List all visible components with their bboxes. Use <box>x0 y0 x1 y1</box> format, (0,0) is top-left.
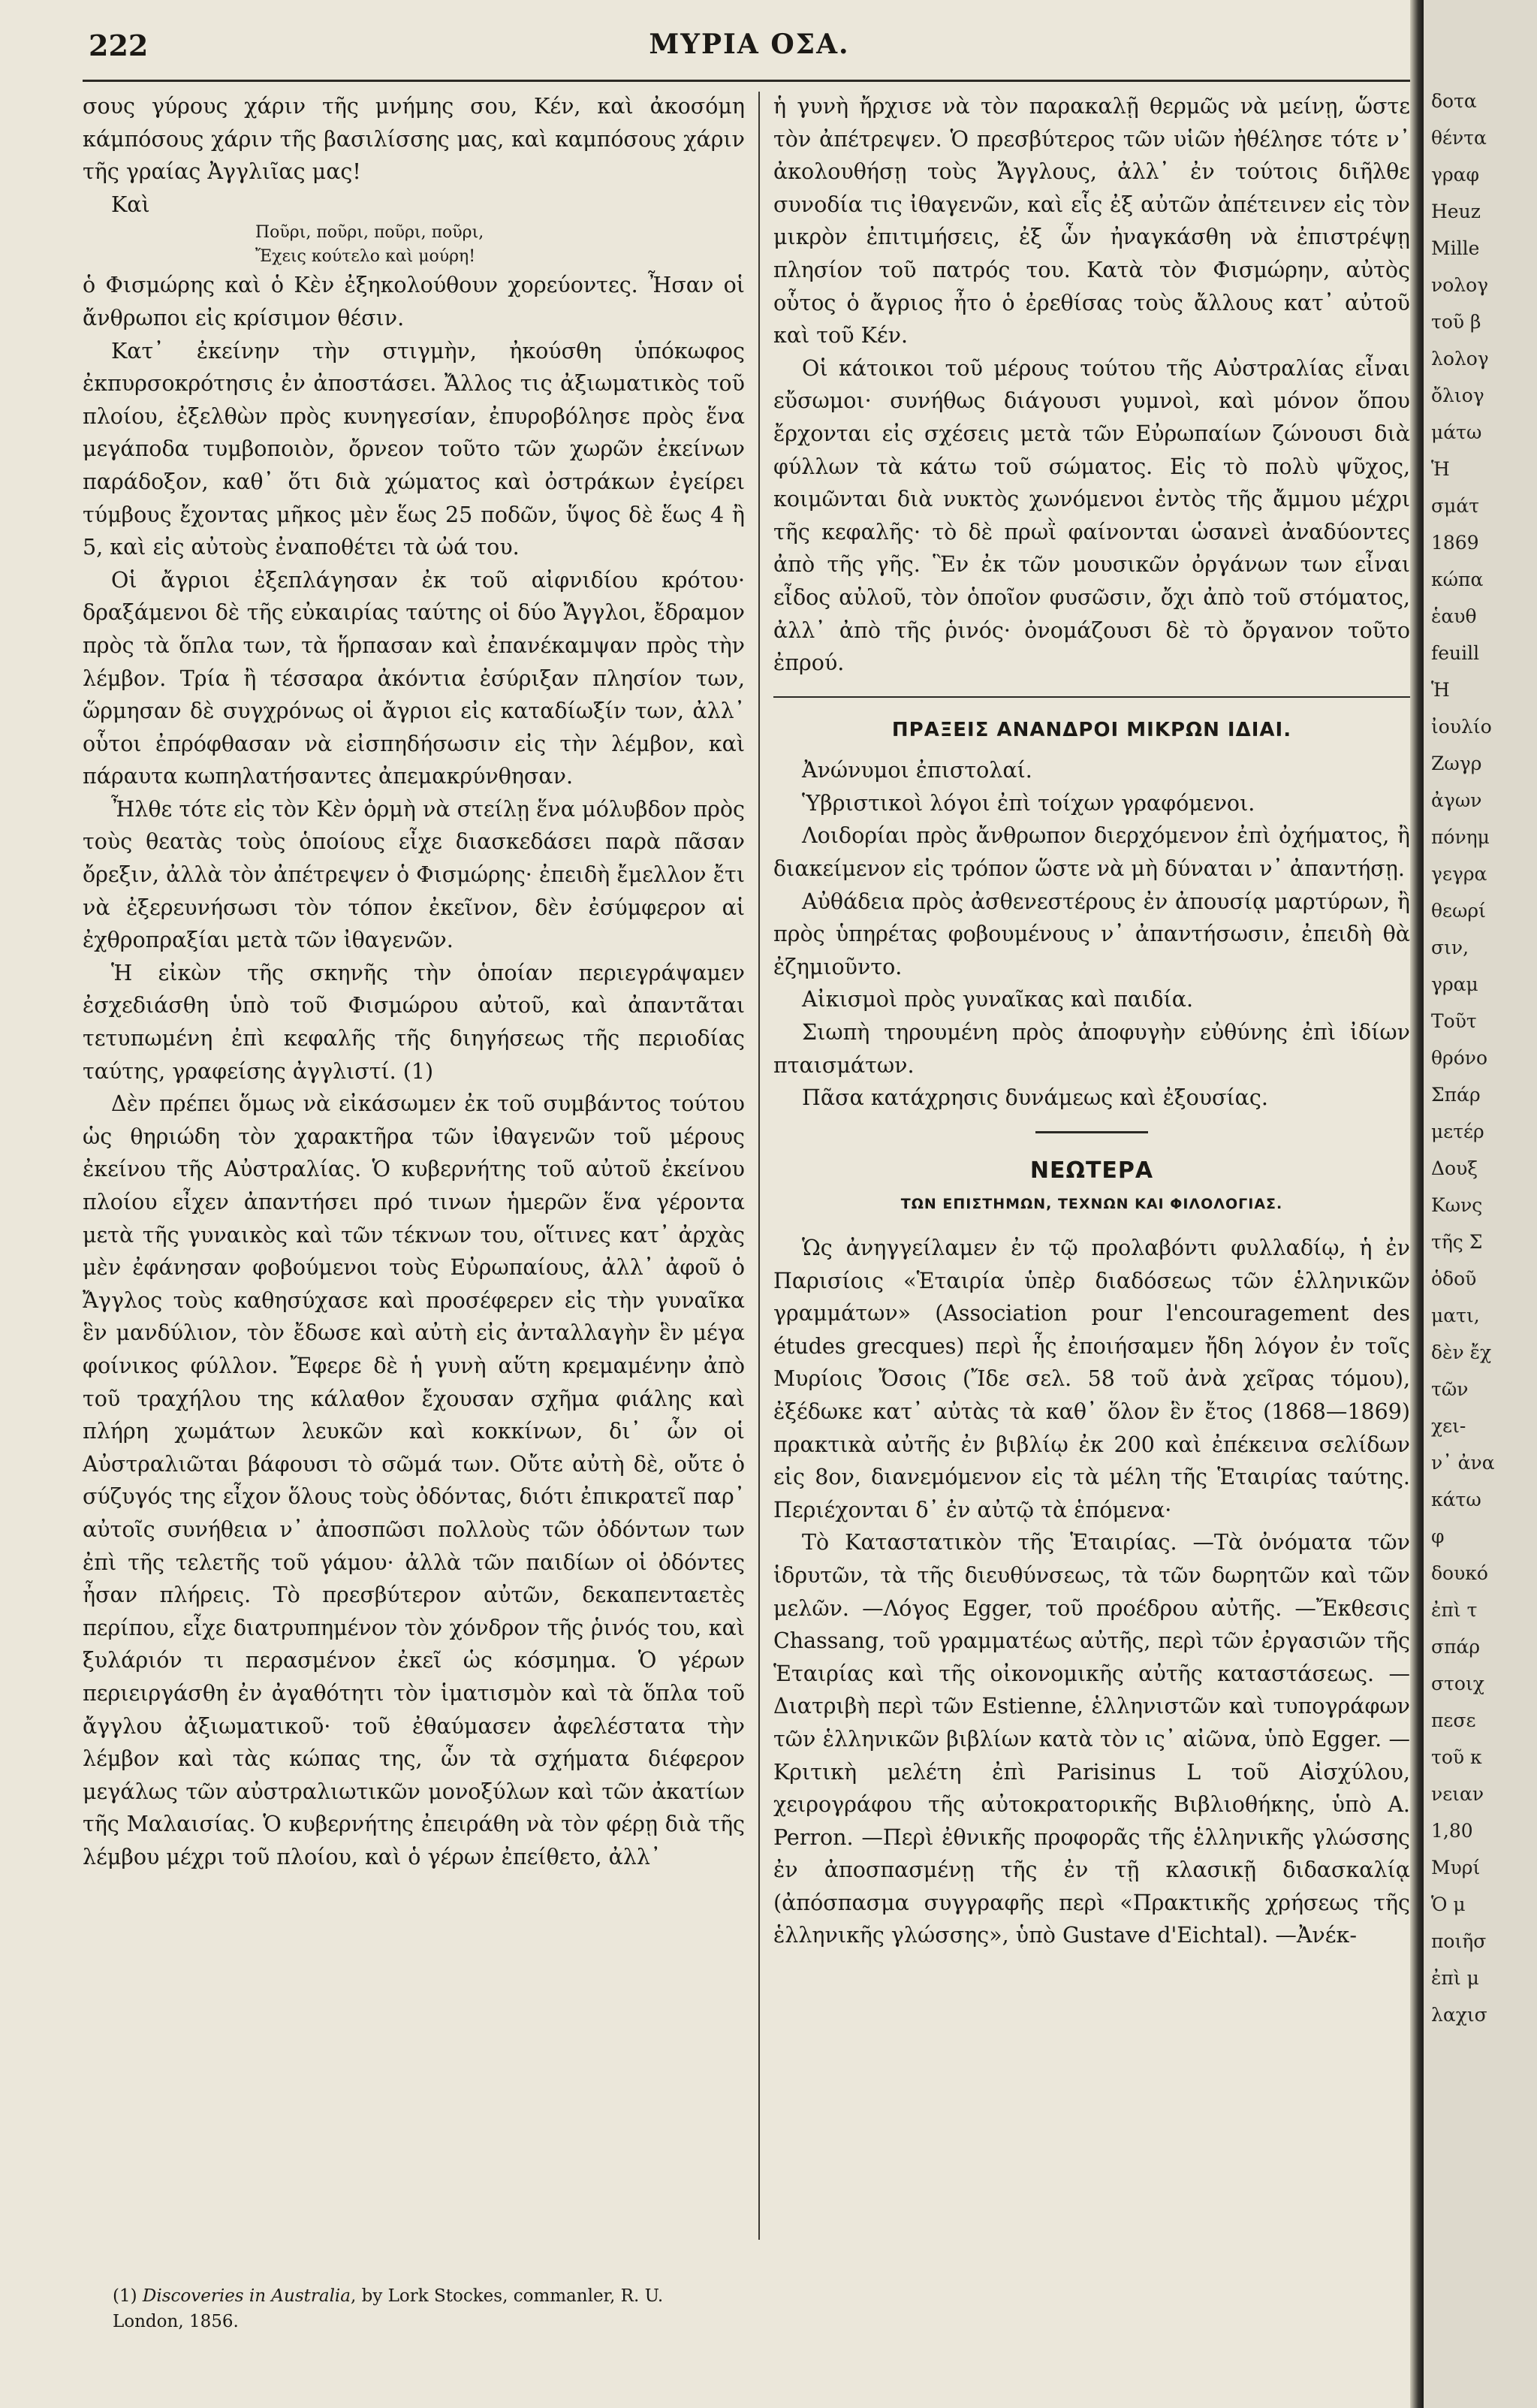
section-subtitle: ΤΩΝ ΕΠΙΣΤΗΜΩΝ, ΤΕΧΝΩΝ ΚΑΙ ΦΙΛΟΛΟΓΙΑΣ. <box>900 1196 1283 1213</box>
paragraph: Ἡ εἰκὼν τῆς σκηνῆς τὴν ὁποίαν περιεγράψαμεν ἐσχεδιάσθη ὑπὸ τοῦ Φισμώρου αὐτοῦ, καὶ ἀπαντᾶται τετυπωμένη ἐπὶ κεφαλῆς τῆς διηγήσεως τῆς περιοδίας ταύτης, γραφείσης ἀγγλιστί. (1) <box>83 960 745 1084</box>
adjacent-page-fragment: λαχισ <box>1431 2004 1487 2026</box>
list-item: Πᾶσα κατάχρησις δυνάμεως καὶ ἐξουσίας. <box>802 1085 1268 1111</box>
adjacent-page-fragment: κάτω <box>1431 1489 1481 1510</box>
adjacent-page-fragment: στοιχ <box>1431 1673 1484 1694</box>
adjacent-page-fragment: κώπα <box>1431 569 1484 590</box>
column-divider <box>758 92 760 2240</box>
verse-line: Ἔχεις κούτελο καὶ μούρη! <box>255 247 476 267</box>
adjacent-page-fragment: τοῦ β <box>1431 311 1481 333</box>
adjacent-page-fragment: γραφ <box>1431 164 1480 186</box>
adjacent-page-fragment: σμάτ <box>1431 495 1480 517</box>
paragraph: ὁ Φισμώρης καὶ ὁ Κὲν ἐξηκολούθουν χορεύοντες. Ἦσαν οἱ ἄνθρωποι εἰς κρίσιμον θέσιν. <box>83 273 745 330</box>
adjacent-page-fragment: σπάρ <box>1431 1636 1481 1658</box>
adjacent-page-fragment: σιν, <box>1431 937 1469 958</box>
adjacent-page-fragment: Μυρί <box>1431 1857 1481 1878</box>
adjacent-page-fragment: ἑαυθ <box>1431 605 1477 627</box>
list-item: Λοιδορίαι πρὸς ἄνθρωπον διερχόμενον ἐπὶ ὀχήματος, ἢ διακείμενον εἰς τρόπον ὥστε νὰ μὴ δύναται ν᾽ ἀπαντήσῃ. <box>773 823 1410 882</box>
left-column <box>83 90 745 1873</box>
paragraph: Ἦλθε τότε εἰς τὸν Κὲν ὁρμὴ νὰ στείλῃ ἕνα μόλυβδον πρὸς τοὺς θεατὰς τοὺς ὁποίους εἶχε διασκεδάσει παρὰ πᾶσαν ὄρεξιν, ἀλλὰ τὸν ἀπέτρεψεν ὁ Φισμώρης· ἐπειδὴ ἔμελλον ἔτι νὰ ἐξερευνήσωσι τὸν τόπον ἐκεῖνον, δὲν ἐσύμφερον αἱ ἐχθροπραξίαι μετὰ τῶν ἰθαγενῶν. <box>83 796 745 953</box>
adjacent-page-fragment: θέντα <box>1431 127 1487 149</box>
adjacent-page-fragment: feuill <box>1431 642 1480 664</box>
section-rule <box>773 696 1410 698</box>
list-item: Αὐθάδεια πρὸς ἀσθενεστέρους ἐν ἀπουσίᾳ μαρτύρων, ἢ πρὸς ὑπηρέτας φοβουμένους ν᾽ ἀπαντήσωσιν, ἐπειδὴ θὰ ἐζημιοῦντο. <box>773 889 1410 979</box>
adjacent-page-fragment: Ζωγρ <box>1431 753 1482 774</box>
list-item: Αἰκισμοὶ πρὸς γυναῖκας καὶ παιδία. <box>802 987 1194 1012</box>
paragraph: Οἱ ἄγριοι ἐξεπλάγησαν ἐκ τοῦ αἰφνιδίου κρότου· δραξάμενοι δὲ τῆς εὐκαιρίας ταύτης οἱ δύο Ἄγγλοι, ἔδραμον πρὸς τὰ ὅπλα των, τὰ ἥρπασαν καὶ ἐπανέκαμψαν πρὸς τὴν λέμβον. Τρία ἢ τέσσαρα ἀκόντια ἐσύριξαν πλησίον των, ὥρμησαν δὲ συγχρόνως οἱ ἄγριοι εἰς καταδίωξίν των, ἀλλ᾽ οὗτοι ἐπρόφθασαν νὰ εἰσπηδήσωσιν εἰς τὴν λέμβον, καὶ πάραυτα κωπηλατήσαντες ἀπεμακρύνθησαν. <box>83 567 745 789</box>
footnote-marker: (1) <box>113 2286 137 2306</box>
adjacent-page-fragment: θρόνο <box>1431 1047 1488 1069</box>
page-number: 222 <box>89 29 149 62</box>
adjacent-page-fragment: ἐπὶ τ <box>1431 1599 1478 1621</box>
list-item: Ἀνώνυμοι ἐπιστολαί. <box>802 758 1032 783</box>
adjacent-page-fragment: μάτω <box>1431 421 1482 443</box>
adjacent-page-fragment: 1869 <box>1431 532 1479 554</box>
adjacent-page-fragment: μετέρ <box>1431 1121 1484 1142</box>
page-header <box>89 29 1410 71</box>
adjacent-page-fragment: τῶν <box>1431 1378 1469 1400</box>
footnote <box>113 2283 728 2334</box>
adjacent-page-fragment: Ὁ μ <box>1431 1894 1466 1915</box>
adjacent-page-fragment: Ἡ <box>1431 679 1450 701</box>
adjacent-page-edge <box>1424 0 1537 2408</box>
section-title: ΠΡΑΞΕΙΣ ΑΝΑΝΔΡΟΙ ΜΙΚΡΩΝ ΙΔΙΑΙ. <box>891 718 1292 741</box>
adjacent-page-fragment: τοῦ κ <box>1431 1746 1482 1768</box>
adjacent-page-fragment: ν᾽ ἀνα <box>1431 1452 1495 1474</box>
footnote-text: , by Lork Stockes, commanler, R. U. London, 1856. <box>113 2286 664 2331</box>
paragraph-kai: Καὶ <box>111 192 150 217</box>
adjacent-page-fragment: πεσε <box>1431 1709 1476 1731</box>
adjacent-page-fragment: γραμ <box>1431 973 1478 995</box>
adjacent-page-fragment: θεωρί <box>1431 900 1486 922</box>
list-item: Ὑβριστικοὶ λόγοι ἐπὶ τοίχων γραφόμενοι. <box>802 790 1255 816</box>
adjacent-page-fragment: νολογ <box>1431 274 1489 296</box>
adjacent-page-fragment: γεγρα <box>1431 863 1487 885</box>
paragraph: Δὲν πρέπει ὅμως νὰ εἰκάσωμεν ἐκ τοῦ συμβάντος τούτου ὡς θηριώδη τὸν χαρακτῆρα τῶν ἰθαγενῶν τοῦ μέρους ἐκείνου τῆς Αὐστραλίας. Ὁ κυβερνήτης τοῦ αὐτοῦ ἐκείνου πλοίου εἶχεν ἀπαντήσει πρό τινων ἡμερῶν ἕνα γέροντα μετὰ τῆς γυναικὸς καὶ τῶν τέκνων του, οἵτινες κατ᾽ ἀρχὰς μὲν ἐφάνησαν φοβούμενοι τοὺς Εὐρωπαίους, ἀλλ᾽ ἀφοῦ ὁ Ἄγγλος τοὺς καθησύχασε καὶ προσέφερεν εἰς τὴν γυναῖκα ἓν μανδύλιον, τὸν ἔδωσε καὶ αὐτὴ εἰς ἀνταλλαγὴν ἓν μέγα φοίνικος φύλλον. Ἔφερε δὲ ἡ γυνὴ αὕτη κρεμαμένην ἀπὸ τοῦ τραχήλου της κάλαθον ἔχουσαν σχῆμα φιάλης καὶ πλήρη χωμάτων λευκῶν καὶ κοκκίνων, δι᾽ ὧν οἱ Αὐστραλιῶται βάφουσι τὸ σῶμά των. Οὔτε αὐτὴ δὲ, οὔτε ὁ σύζυγός της εἶχον ὅλους τοὺς ὀδόντας, διότι ἐπικρατεῖ παρ᾽ αὐτοῖς συνήθεια ν᾽ ἀποσπῶσι πολλοὺς τῶν ὀδόντων των ἐπὶ τῆς τελετῆς τοῦ γάμου· ἀλλὰ τῶν παιδίων οἱ ὀδόντες ἦσαν πλήρεις. Τὸ πρεσβύτερον αὐτῶν, δεκαπενταετὲς περίπου, εἶχε διατρυπημένον τὸν χόνδρον τῆς ῥινός του, καὶ ξυλάριόν τι περασμένον ἐκεῖ ὡς κόσμημα. Ὁ γέρων περιειργάσθη ἐν ἀγαθότητι τὸν ἱματισμὸν καὶ τὰ ὅπλα τοῦ ἄγγλου ἀξιωματικοῦ· τοῦ ἐθαύμασεν ἀφελέστατα τὴν λέμβον καὶ τὰς κώπας της, ὧν τὰ σχήματα διέφερον μεγάλως τῶν αὐστραλιωτικῶν μονοξύλων καὶ τῶν ἀκατίων τῆς Μαλαισίας. Ὁ κυβερνήτης ἐπειράθη νὰ τὸν φέρῃ διὰ τῆς λέμβου μέχρι τοῦ πλοίου, καὶ ὁ γέρων ἐπείθετο, ἀλλ᾽ <box>83 1091 745 1869</box>
adjacent-page-fragment: δοτα <box>1431 90 1477 112</box>
paragraph: σους γύρους χάριν τῆς μνήμης σου, Κέν, καὶ ἀκοσόμη κάμπόσους χάριν τῆς βασιλίσσης μας, καὶ καμπόσους χάριν τῆς γραίας Ἀγγλιῖας μας! <box>83 94 745 185</box>
paragraph: ἡ γυνὴ ἤρχισε νὰ τὸν παρακαλῇ θερμῶς νὰ μείνῃ, ὥστε τὸν ἀπέτρεψεν. Ὁ πρεσβύτερος τῶν υἱῶν ἠθέλησε τότε ν᾽ ἀκολουθήσῃ τοὺς Ἄγγλους, ἀλλ᾽ ἐν τούτοις διῆλθε συνοδία τις ἰθαγενῶν, καὶ εἷς ἐξ αὐτῶν ἀπέτεινεν εἰς τὸν μικρὸν ἐπιτιμήσεις, ἐξ ὧν ἠναγκάσθη νὰ ἐπιστρέψῃ πλησίον τοῦ πατρός του. Κατὰ τὸν Φισμώρην, αὐτὸς οὗτος ὁ ἄγριος ἦτο ὁ ἐρεθίσας τοὺς ἄλλους κατ᾽ αὐτοῦ καὶ τοῦ Κέν. <box>773 94 1410 349</box>
adjacent-page-fragment: τῆς Σ <box>1431 1231 1483 1253</box>
adjacent-page-fragment: Ἡ <box>1431 458 1450 480</box>
adjacent-page-fragment: ὄλιογ <box>1431 385 1484 406</box>
verse-line: Ποῦρι, ποῦρι, ποῦρι, ποῦρι, <box>255 223 484 243</box>
right-column <box>773 90 1410 1952</box>
adjacent-page-fragment: χει- <box>1431 1415 1466 1437</box>
list-item: Σιωπὴ τηρουμένη πρὸς ἀποφυγὴν εὐθύνης ἐπὶ ἰδίων πταισμάτων. <box>773 1020 1410 1078</box>
adjacent-page-fragment: Τοῦτ <box>1431 1010 1477 1032</box>
paragraph: Ὡς ἀνηγγείλαμεν ἐν τῷ προλαβόντι φυλλαδίῳ, ἡ ἐν Παρισίοις «Ἑταιρία ὑπὲρ διαδόσεως τῶν ἑλληνικῶν γραμμάτων» (Association pour l'encouragement des études grecques) περὶ ἧς ἐποιήσαμεν ἤδη λόγον ἐν τοῖς Μυρίοις Ὄσοις (Ἴδε σελ. 58 τοῦ ἀνὰ χεῖρας τόμου), ἐξέδωκε κατ᾽ αὐτὰς τὰ καθ᾽ ὅλον ἓν ἔτος (1868—1869) πρακτικὰ αὐτῆς ἐν βιβλίῳ ἐκ 200 καὶ ἐπέκεινα σελίδων εἰς 8ον, διανεμόμενον εἰς τὰ μέλη τῆς Ἑταιρίας ταύτης. Περιέχονται δ᾽ ἐν αὐτῷ τὰ ἑπόμενα· <box>773 1236 1410 1522</box>
paragraph: Τὸ Καταστατικὸν τῆς Ἑταιρίας. —Τὰ ὀνόματα τῶν ἱδρυτῶν, τὰ τῆς διευθύνσεως, τὰ τῶν δωρητῶν καὶ τῶν μελῶν. —Λόγος Egger, τοῦ προέδρου αὐτῆς. —Ἔκθεσις Chassang, τοῦ γραμματέως αὐτῆς, περὶ τῶν ἐργασιῶν τῆς Ἑταιρίας καὶ τῆς οἰκονομικῆς αὐτῆς καταστάσεως. — Διατριβὴ περὶ τῶν Estienne, ἑλληνιστῶν καὶ τυπογράφων τῶν ἑλληνικῶν βιβλίων κατὰ τὸν ις᾽ αἰῶνα, ὑπὸ Egger. —Κριτικὴ μελέτη ἐπὶ Parisinus L τοῦ Αἰσχύλου, χειρογράφου τῆς αὐτοκρατορικῆς Βιβλιοθήκης, ὑπὸ A. Perron. —Περὶ ἐθνικῆς προφορᾶς τῆς ἑλληνικῆς γλώσσης ἐν ἀποσπασμένῃ τῆς ἐν τῇ κλασικῇ διδασκαλίᾳ (ἀπόσπασμα συγγραφῆς περὶ «Πρακτικῆς χρήσεως τῆς ἑλληνικῆς γλώσσης», ὑπὸ Gustave d'Eichtal). —Ἀνέκ- <box>773 1530 1410 1948</box>
adjacent-page-fragment: δουκό <box>1431 1562 1488 1584</box>
adjacent-page-fragment: 1,80 <box>1431 1820 1473 1842</box>
adjacent-page-fragment: πόνημ <box>1431 826 1490 848</box>
adjacent-page-fragment: Mille <box>1431 237 1480 259</box>
adjacent-page-fragment: ποιῆσ <box>1431 1930 1487 1952</box>
adjacent-page-fragment: ἀγων <box>1431 789 1482 811</box>
header-rule <box>83 80 1412 82</box>
adjacent-page-fragment: ὁδοῦ <box>1431 1268 1477 1290</box>
adjacent-page-fragment: Κωνς <box>1431 1194 1483 1216</box>
section-title: ΝΕΩΤΕΡΑ <box>1029 1157 1154 1184</box>
adjacent-page-fragment: λολογ <box>1431 348 1489 370</box>
adjacent-page-fragment: φ <box>1431 1525 1445 1547</box>
paragraph: Κατ᾽ ἐκείνην τὴν στιγμὴν, ἠκούσθη ὑπόκωφος ἐκπυρσοκρότησις ἐν ἀποστάσει. Ἄλλος τις ἀξιωματικὸς τοῦ πλοίου, ἐξελθὼν πρὸς κυνηγεσίαν, ἐπυροβόλησε πρὸς ἕνα μεγάποδα τυμβοποιὸν, ὄρνεον τοῦτο τῶν χωρῶν ἐκείνων παράδοξον, καθ᾽ ὅτι διὰ χώματος καὶ ὀστράκων ἐγείρει τύμβους ἔχοντας μῆκος μὲν ἕως 25 ποδῶν, ὕψος δὲ ἕως 4 ἢ 5, καὶ εἰς αὐτοὺς ἐναποθέτει τὰ ὠά του. <box>83 338 745 560</box>
adjacent-page-fragment: ἰουλίο <box>1431 716 1492 738</box>
book-gutter <box>1410 0 1424 2408</box>
adjacent-page-fragment: Heuz <box>1431 201 1481 222</box>
adjacent-page-fragment: ἐπὶ μ <box>1431 1967 1479 1989</box>
adjacent-page-fragment: Σπάρ <box>1431 1084 1481 1106</box>
footnote-title: Discoveries in Australia <box>142 2286 351 2306</box>
adjacent-page-fragment: νειαν <box>1431 1783 1484 1805</box>
adjacent-page-fragment: ματι, <box>1431 1305 1480 1326</box>
adjacent-page-fragment: Δουξ <box>1431 1157 1478 1179</box>
adjacent-page-fragment: δὲν ἔχ <box>1431 1341 1492 1363</box>
running-title: ΜΥΡΙΑ ΟΣΑ. <box>649 29 850 60</box>
paragraph: Οἱ κάτοικοι τοῦ μέρους τούτου τῆς Αὐστραλίας εἶναι εὔσωμοι· συνήθως διάγουσι γυμνοὶ, καὶ μόνον ὅπου ἔρχονται εἰς σχέσεις μετὰ τῶν Εὐρωπαίων ζώνουσι διὰ φύλλων τὰ κάτω τοῦ σώματος. Εἰς τὸ πολὺ ψῦχος, κοιμῶνται διὰ νυκτὸς χωνόμενοι ἐντὸς τῆς ἄμμου μέχρι τῆς κεφαλῆς· τὸ δὲ πρωῒ φαίνονται ὡσανεὶ ἀναδύοντες ἀπὸ τῆς γῆς. Ἓν ἐκ τῶν μουσικῶν ὀργάνων των εἶναι εἶδος αὐλοῦ, τὸν ὁποῖον φυσῶσιν, ὄχι ἀπὸ τοῦ στόματος, ἀλλ᾽ ἀπὸ τῆς ῥινός· ὀνομάζουσι δὲ τὸ ὄργανον τοῦτο ἐπρού. <box>773 355 1410 676</box>
section-rule <box>1035 1131 1148 1133</box>
